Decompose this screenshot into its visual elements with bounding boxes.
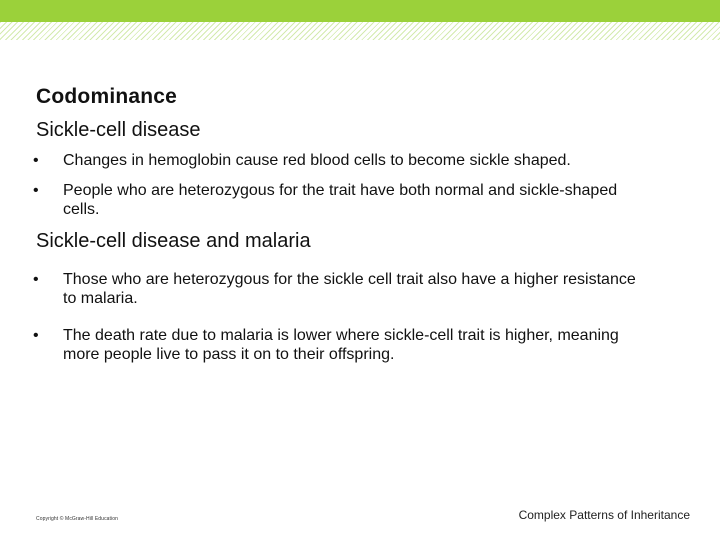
- bullet-text: People who are heterozygous for the trait have both normal and sickle-shaped cells.: [63, 182, 618, 218]
- bullet-dot: •: [33, 152, 39, 169]
- bullet-text: Changes in hemoglobin cause red blood cells to become sickle shaped.: [63, 152, 571, 169]
- bullet-text: Those who are heterozygous for the sickle cell trait also have a higher resistance to malaria.: [63, 271, 636, 307]
- header-accent-bar: [0, 0, 720, 22]
- bullet-item: [33, 326, 653, 364]
- bullet-text: The death rate due to malaria is lower where sickle-cell trait is higher, meaning more people live to pass it on to their offspring.: [63, 327, 619, 363]
- bullet-dot: •: [33, 182, 39, 199]
- slide-title: Codominance: [36, 85, 178, 108]
- section-heading-sickle-cell: Sickle-cell disease: [36, 119, 201, 141]
- footer-title: Complex Patterns of Inheritance: [518, 508, 690, 522]
- bullet-dot: •: [33, 271, 39, 288]
- copyright-notice: Copyright © McGraw-Hill Education: [36, 516, 119, 522]
- header-texture: [0, 22, 720, 40]
- section-heading-malaria: Sickle-cell disease and malaria: [36, 230, 311, 252]
- bullet-dot: •: [33, 327, 39, 344]
- bullet-item: [33, 270, 643, 308]
- bullet-item: [33, 181, 653, 219]
- bullet-item: [33, 151, 683, 170]
